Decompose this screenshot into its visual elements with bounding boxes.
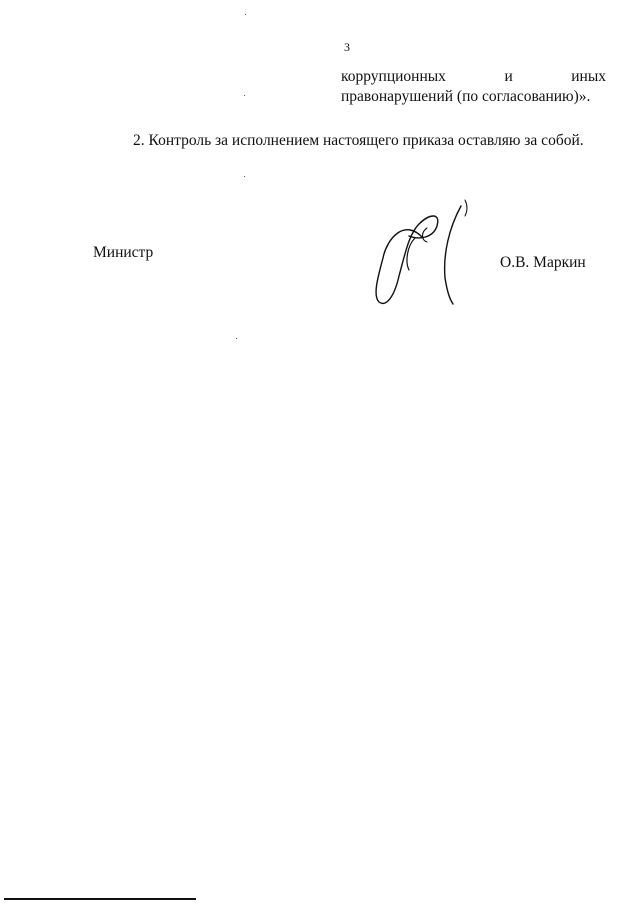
scan-speck — [244, 95, 245, 96]
footer-rule — [4, 898, 196, 900]
scan-speck — [245, 14, 246, 15]
continuation-line-1 — [341, 67, 606, 87]
continuation-word-2: и — [504, 68, 513, 85]
continuation-text — [341, 67, 606, 107]
continuation-line-2: правонарушений (по согласованию)». — [341, 88, 591, 105]
continuation-word-3: иных — [571, 68, 606, 85]
handwritten-signature — [365, 198, 480, 313]
scan-speck — [236, 338, 237, 339]
signer-name: О.В. Маркин — [500, 254, 586, 271]
scan-speck — [244, 176, 245, 177]
page-number: 3 — [344, 40, 350, 54]
continuation-word-1: коррупционных — [341, 68, 446, 85]
paragraph-2: 2. Контроль за исполнением настоящего приказа оставляю за собой. — [133, 132, 584, 149]
signer-role: Министр — [93, 244, 154, 261]
